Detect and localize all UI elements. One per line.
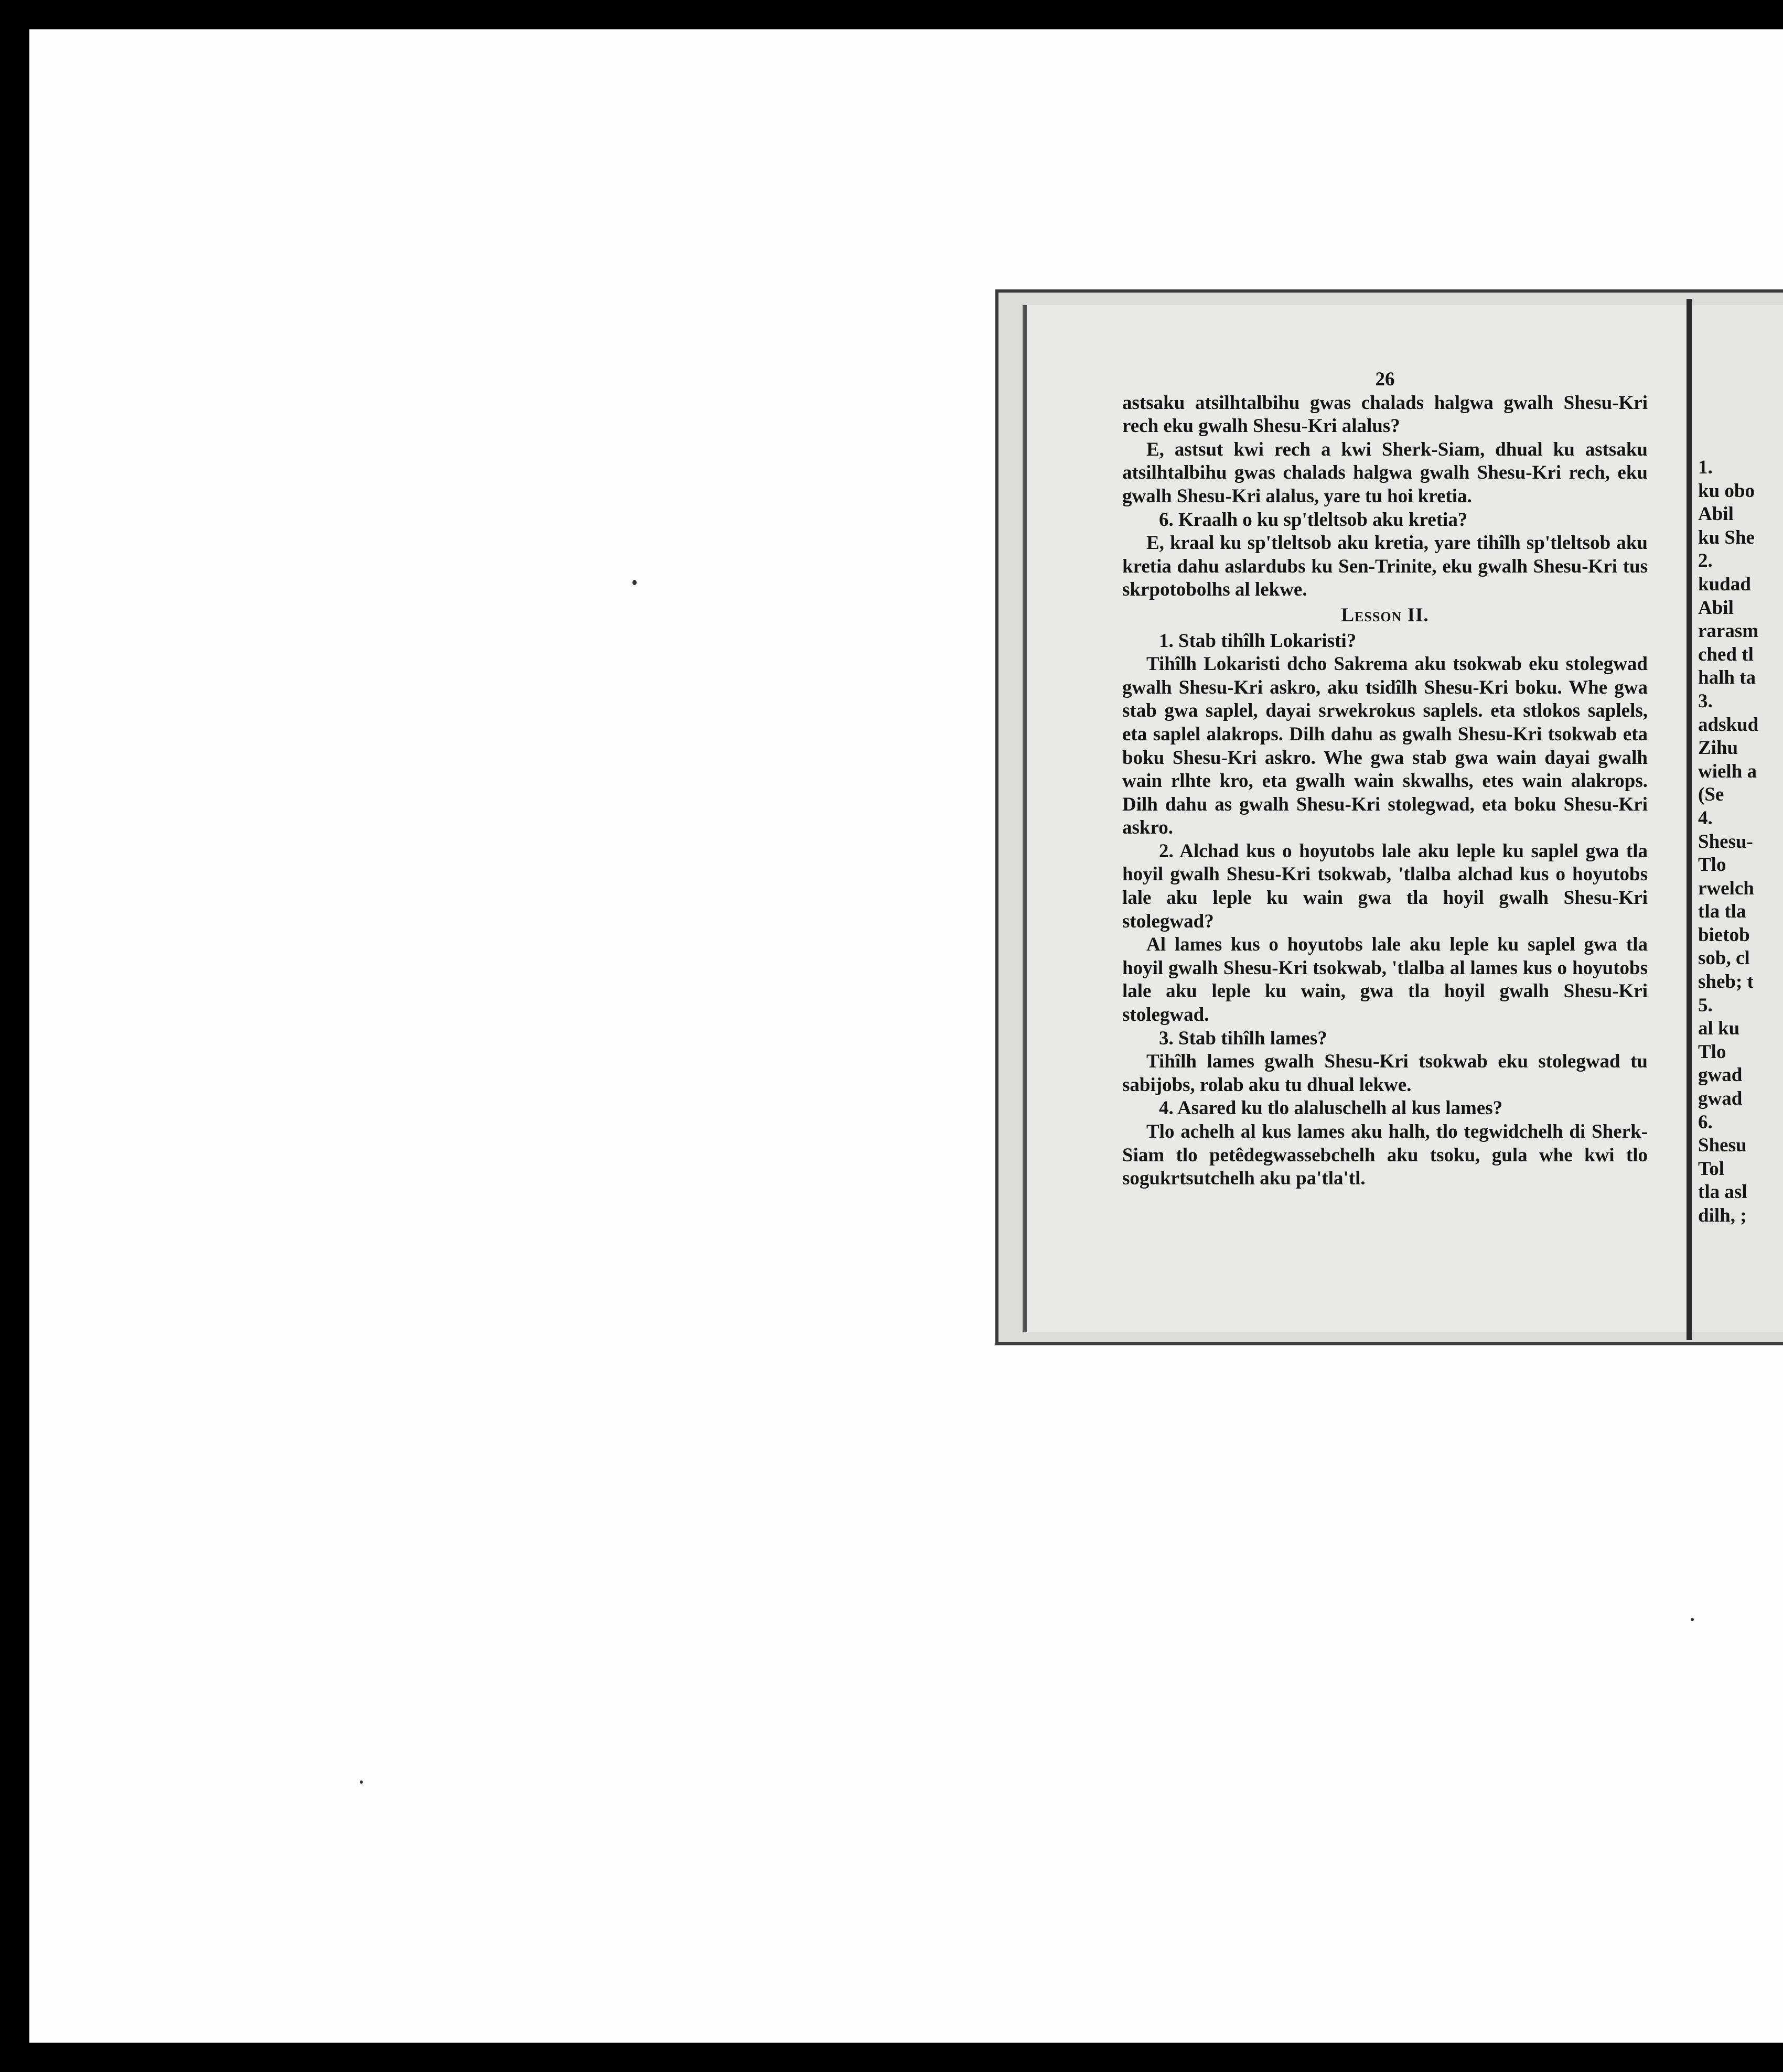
lesson-heading: Lesson II. [1341, 604, 1429, 626]
right-page-line: Shesu [1698, 1135, 1747, 1157]
right-page-line: wielh a [1698, 760, 1757, 782]
right-page-line: Shesu- [1698, 830, 1753, 852]
paragraph: astsaku atsilhtalbihu gwas chalads halgwa gwalh Shesu-Kri rech eku gwalh Shesu-Kri alalus? [1122, 392, 1648, 437]
speck-mark [360, 1780, 363, 1784]
right-page-line: Abil [1698, 597, 1734, 619]
answer-paragraph: Tihîlh lames gwalh Shesu-Kri tsokwab eku stolegwad tu sabijobs, rolab aku tu dhual lekwe. [1122, 1051, 1648, 1096]
right-page-line: Abil [1698, 503, 1734, 525]
answer-paragraph: E, astsut kwi rech a kwi Sherk-Siam, dhual ku astsaku atsilhtalbihu gwas chalads halgwa gwalh Shesu-Kri rech, eku gwalh Shesu-Kri alalus, yare tu hoi kretia. [1122, 438, 1648, 507]
question-paragraph: 3. Stab tihîlh lames? [1159, 1027, 1327, 1049]
book-spine [1687, 299, 1692, 1340]
right-page-line: rarasm [1698, 620, 1759, 642]
right-page-line: 5. [1698, 994, 1713, 1016]
speck-mark [1691, 1618, 1694, 1621]
right-page-line: ched tl [1698, 643, 1754, 665]
right-page-line: halh ta [1698, 667, 1756, 689]
right-page-line: Tol [1698, 1158, 1725, 1180]
right-page-line: 3. [1698, 690, 1713, 712]
right-page-line: (Se [1698, 784, 1724, 806]
right-page-line: gwad [1698, 1088, 1743, 1110]
right-page-line: sob, cl [1698, 947, 1750, 969]
question-paragraph: 2. Alchad kus o hoyutobs lale aku leple ku saplel gwa tla hoyil gwalh Shesu-Kri tsokwab, 'tlalba alchad kus o hoyutobs lale aku leple ku wain gwa tla hoyil gwalh Shesu-Kri stolegwad? [1122, 840, 1648, 932]
answer-paragraph: E, kraal ku sp'tleltsob aku kretia, yare tihîlh sp'tleltsob aku kretia dahu aslardubs ku Sen-Trinite, eku gwalh Shesu-Kri tus skrpotobolhs al lekwe. [1122, 532, 1648, 601]
right-page-line: adskud [1698, 714, 1759, 736]
right-page-line: dilh, ; [1698, 1205, 1747, 1226]
right-page-line: kudad [1698, 573, 1751, 595]
right-page-line: al ku [1698, 1018, 1740, 1040]
right-page-line: Tlo [1698, 1041, 1726, 1063]
right-page-line: tla asl [1698, 1181, 1747, 1203]
right-page-line: ku She [1698, 526, 1755, 548]
right-page-line: tla tla [1698, 901, 1746, 923]
right-page-text [1698, 456, 1783, 1228]
answer-paragraph: Tihîlh Lokaristi dcho Sakrema aku tsokwab eku stolegwad gwalh Shesu-Kri askro, aku tsidîlh Shesu-Kri boku. Whe gwa stab gwa saplel, dayai srwekrokus saplels. eta stlokos saplels, eta saplel alakrops. Dilh dahu as gwalh Shesu-Kri tsokwab eta boku Shesu-Kri askro. Whe gwa stab gwa wain dayai gwalh wain rlhte kro, eta gwalh wain skwalhs, etes wain alakrops. Dilh dahu as gwalh Shesu-Kri stolegwad, eta boku Shesu-Kri askro. [1122, 653, 1648, 839]
right-page-line: bietob [1698, 924, 1750, 946]
question-paragraph: 4. Asared ku tlo alaluschelh al kus lames? [1159, 1097, 1503, 1119]
right-page-line: 4. [1698, 807, 1713, 829]
right-page-line: 2. [1698, 550, 1713, 572]
question-paragraph: 6. Kraalh o ku sp'tleltsob aku kretia? [1159, 509, 1468, 531]
right-page-line: gwad [1698, 1064, 1743, 1086]
answer-paragraph: Al lames kus o hoyutobs lale aku leple ku saplel gwa tla hoyil gwalh Shesu-Kri tsokwab, 'tlalba al lames kus o hoyutobs lale aku leple ku wain, gwa tla hoyil gwalh Shesu-Kri stolegwad. [1122, 934, 1648, 1026]
speck-mark [632, 580, 637, 585]
page-number: 26 [1375, 369, 1395, 390]
question-paragraph: 1. Stab tihîlh Lokaristi? [1159, 630, 1357, 652]
right-page-line: Zihu [1698, 737, 1738, 759]
right-page-line: 1. [1698, 457, 1713, 478]
right-page-line: 6. [1698, 1111, 1713, 1133]
right-page-line: rwelch [1698, 877, 1754, 899]
right-page-line: Tlo [1698, 854, 1726, 876]
right-page-line: ku obo [1698, 480, 1755, 502]
left-page-text [1122, 368, 1648, 1191]
answer-paragraph: Tlo achelh al kus lames aku halh, tlo tegwidchelh di Sherk-Siam tlo petêdegwassebchelh aku tsoku, gula whe kwi tlo sogukrtsutchelh aku pa'tla'tl. [1122, 1121, 1648, 1190]
right-page-line: sheb; t [1698, 971, 1754, 993]
